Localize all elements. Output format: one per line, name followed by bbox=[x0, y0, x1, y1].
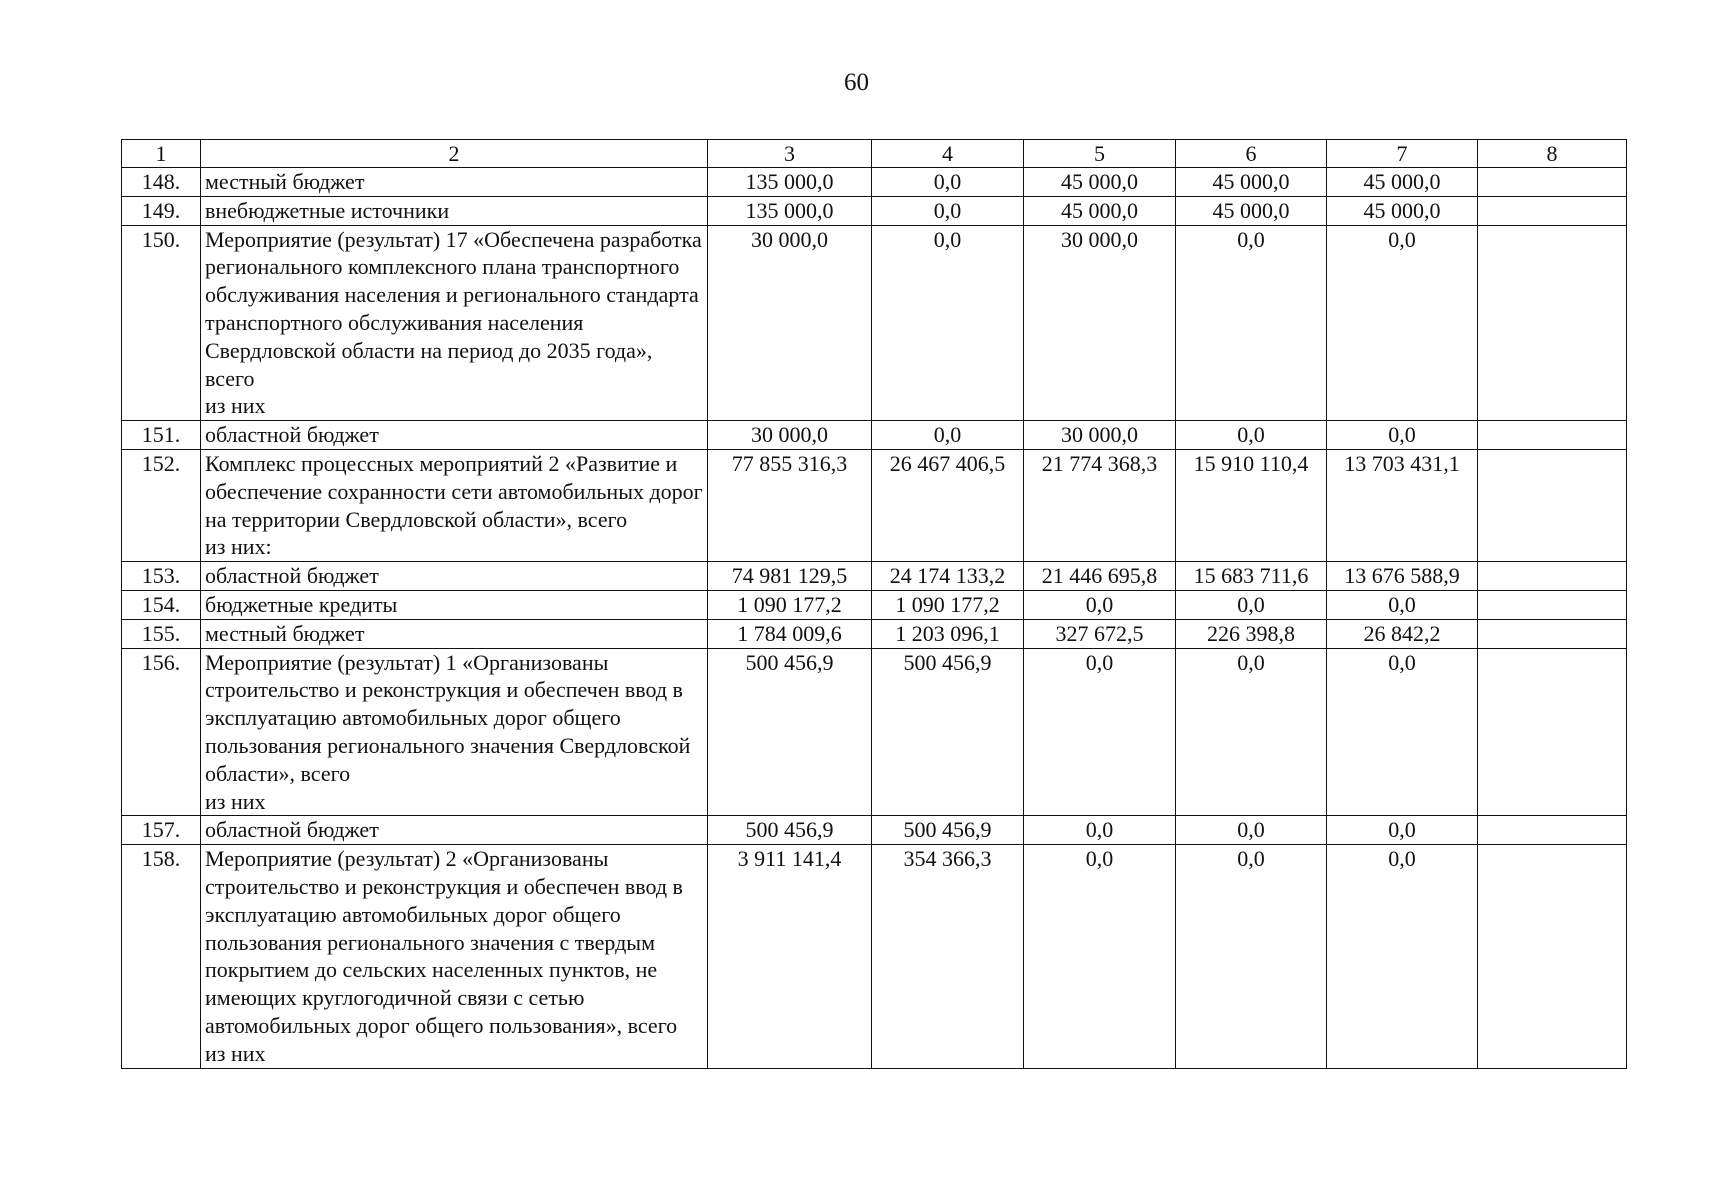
table-row bbox=[122, 562, 1627, 591]
row-value-col-4: 1 203 096,1 bbox=[872, 619, 1024, 648]
row-value-col-8 bbox=[1478, 816, 1627, 845]
row-value-col-8 bbox=[1478, 590, 1627, 619]
row-value-col-7: 45 000,0 bbox=[1327, 168, 1478, 197]
row-value-col-3: 1 784 009,6 bbox=[708, 619, 872, 648]
row-name: областной бюджет bbox=[201, 562, 708, 591]
row-value-col-8 bbox=[1478, 168, 1627, 197]
row-value-col-7: 13 676 588,9 bbox=[1327, 562, 1478, 591]
column-number: 5 bbox=[1024, 140, 1176, 168]
row-value-col-8 bbox=[1478, 619, 1627, 648]
row-value-col-6: 0,0 bbox=[1176, 590, 1327, 619]
row-name: внебюджетные источники bbox=[201, 196, 708, 225]
row-value-col-6: 45 000,0 bbox=[1176, 168, 1327, 197]
row-value-col-6: 15 910 110,4 bbox=[1176, 449, 1327, 561]
column-number: 1 bbox=[122, 140, 201, 168]
column-number: 4 bbox=[872, 140, 1024, 168]
row-name: местный бюджет bbox=[201, 619, 708, 648]
row-name: областной бюджет bbox=[201, 816, 708, 845]
column-number: 2 bbox=[201, 140, 708, 168]
row-value-col-7: 0,0 bbox=[1327, 845, 1478, 1068]
row-value-col-8 bbox=[1478, 648, 1627, 816]
row-value-col-5: 45 000,0 bbox=[1024, 168, 1176, 197]
row-number: 157. bbox=[122, 816, 201, 845]
row-value-col-4: 0,0 bbox=[872, 421, 1024, 450]
table-row bbox=[122, 816, 1627, 845]
row-number: 156. bbox=[122, 648, 201, 816]
column-number: 6 bbox=[1176, 140, 1327, 168]
row-value-col-3: 30 000,0 bbox=[708, 421, 872, 450]
row-value-col-7: 0,0 bbox=[1327, 648, 1478, 816]
row-number: 155. bbox=[122, 619, 201, 648]
row-value-col-7: 26 842,2 bbox=[1327, 619, 1478, 648]
row-value-col-7: 0,0 bbox=[1327, 590, 1478, 619]
page-number: 60 bbox=[844, 69, 869, 96]
row-value-col-3: 135 000,0 bbox=[708, 168, 872, 197]
table-row bbox=[122, 421, 1627, 450]
row-value-col-7: 0,0 bbox=[1327, 421, 1478, 450]
row-number: 153. bbox=[122, 562, 201, 591]
row-name: Комплекс процессных мероприятий 2 «Развитие и обеспечение сохранности сети автомобильных дорог на территории Свердловской области», всего из них: bbox=[201, 449, 708, 561]
row-value-col-5: 30 000,0 bbox=[1024, 421, 1176, 450]
row-value-col-4: 354 366,3 bbox=[872, 845, 1024, 1068]
row-number: 158. bbox=[122, 845, 201, 1068]
row-value-col-5: 0,0 bbox=[1024, 816, 1176, 845]
row-value-col-3: 30 000,0 bbox=[708, 225, 872, 421]
column-number-row bbox=[122, 140, 1627, 168]
table-row bbox=[122, 619, 1627, 648]
row-name: Мероприятие (результат) 17 «Обеспечена разработка регионального комплексного плана транспортного обслуживания населения и регионального стандарта транспортного обслуживания населения Свердловской области на период до 2035 года», всего из них bbox=[201, 225, 708, 421]
row-value-col-4: 500 456,9 bbox=[872, 648, 1024, 816]
row-value-col-4: 0,0 bbox=[872, 196, 1024, 225]
row-value-col-7: 13 703 431,1 bbox=[1327, 449, 1478, 561]
table-row bbox=[122, 845, 1627, 1068]
row-number: 152. bbox=[122, 449, 201, 561]
table-row bbox=[122, 168, 1627, 197]
table-row bbox=[122, 225, 1627, 421]
row-value-col-3: 74 981 129,5 bbox=[708, 562, 872, 591]
row-value-col-5: 21 774 368,3 bbox=[1024, 449, 1176, 561]
row-number: 154. bbox=[122, 590, 201, 619]
row-value-col-6: 0,0 bbox=[1176, 225, 1327, 421]
row-value-col-6: 0,0 bbox=[1176, 421, 1327, 450]
row-name: Мероприятие (результат) 2 «Организованы строительство и реконструкция и обеспечен ввод в эксплуатацию автомобильных дорог общего пользования регионального значения с твердым покрытием до сельских населенных пунктов, не имеющих круглогодичной связи с сетью автомобильных дорог общего пользования», всего из них bbox=[201, 845, 708, 1068]
row-number: 151. bbox=[122, 421, 201, 450]
row-value-col-3: 135 000,0 bbox=[708, 196, 872, 225]
row-name: бюджетные кредиты bbox=[201, 590, 708, 619]
row-number: 148. bbox=[122, 168, 201, 197]
row-value-col-4: 24 174 133,2 bbox=[872, 562, 1024, 591]
row-value-col-8 bbox=[1478, 449, 1627, 561]
row-value-col-3: 500 456,9 bbox=[708, 648, 872, 816]
row-value-col-3: 3 911 141,4 bbox=[708, 845, 872, 1068]
row-number: 149. bbox=[122, 196, 201, 225]
row-name: областной бюджет bbox=[201, 421, 708, 450]
table-row bbox=[122, 449, 1627, 561]
row-value-col-4: 500 456,9 bbox=[872, 816, 1024, 845]
table-body bbox=[122, 140, 1627, 1069]
row-value-col-7: 45 000,0 bbox=[1327, 196, 1478, 225]
row-value-col-3: 77 855 316,3 bbox=[708, 449, 872, 561]
table-row bbox=[122, 590, 1627, 619]
row-value-col-5: 21 446 695,8 bbox=[1024, 562, 1176, 591]
row-value-col-6: 15 683 711,6 bbox=[1176, 562, 1327, 591]
row-value-col-5: 45 000,0 bbox=[1024, 196, 1176, 225]
row-value-col-5: 30 000,0 bbox=[1024, 225, 1176, 421]
row-value-col-4: 26 467 406,5 bbox=[872, 449, 1024, 561]
row-number: 150. bbox=[122, 225, 201, 421]
row-value-col-5: 0,0 bbox=[1024, 845, 1176, 1068]
column-number: 3 bbox=[708, 140, 872, 168]
row-value-col-4: 1 090 177,2 bbox=[872, 590, 1024, 619]
row-value-col-6: 45 000,0 bbox=[1176, 196, 1327, 225]
row-value-col-3: 1 090 177,2 bbox=[708, 590, 872, 619]
row-value-col-6: 226 398,8 bbox=[1176, 619, 1327, 648]
row-name: Мероприятие (результат) 1 «Организованы строительство и реконструкция и обеспечен ввод в эксплуатацию автомобильных дорог общего пользования регионального значения Свердловской области», всего из них bbox=[201, 648, 708, 816]
row-value-col-6: 0,0 bbox=[1176, 816, 1327, 845]
row-value-col-5: 0,0 bbox=[1024, 590, 1176, 619]
row-value-col-8 bbox=[1478, 562, 1627, 591]
row-value-col-5: 327 672,5 bbox=[1024, 619, 1176, 648]
row-value-col-4: 0,0 bbox=[872, 225, 1024, 421]
row-value-col-8 bbox=[1478, 845, 1627, 1068]
row-value-col-8 bbox=[1478, 225, 1627, 421]
row-value-col-6: 0,0 bbox=[1176, 648, 1327, 816]
row-value-col-4: 0,0 bbox=[872, 168, 1024, 197]
row-value-col-7: 0,0 bbox=[1327, 816, 1478, 845]
row-value-col-7: 0,0 bbox=[1327, 225, 1478, 421]
column-number: 7 bbox=[1327, 140, 1478, 168]
table-row bbox=[122, 196, 1627, 225]
row-value-col-8 bbox=[1478, 421, 1627, 450]
row-value-col-5: 0,0 bbox=[1024, 648, 1176, 816]
row-name: местный бюджет bbox=[201, 168, 708, 197]
row-value-col-3: 500 456,9 bbox=[708, 816, 872, 845]
budget-table bbox=[121, 139, 1627, 1069]
row-value-col-8 bbox=[1478, 196, 1627, 225]
row-value-col-6: 0,0 bbox=[1176, 845, 1327, 1068]
table-row bbox=[122, 648, 1627, 816]
column-number: 8 bbox=[1478, 140, 1627, 168]
